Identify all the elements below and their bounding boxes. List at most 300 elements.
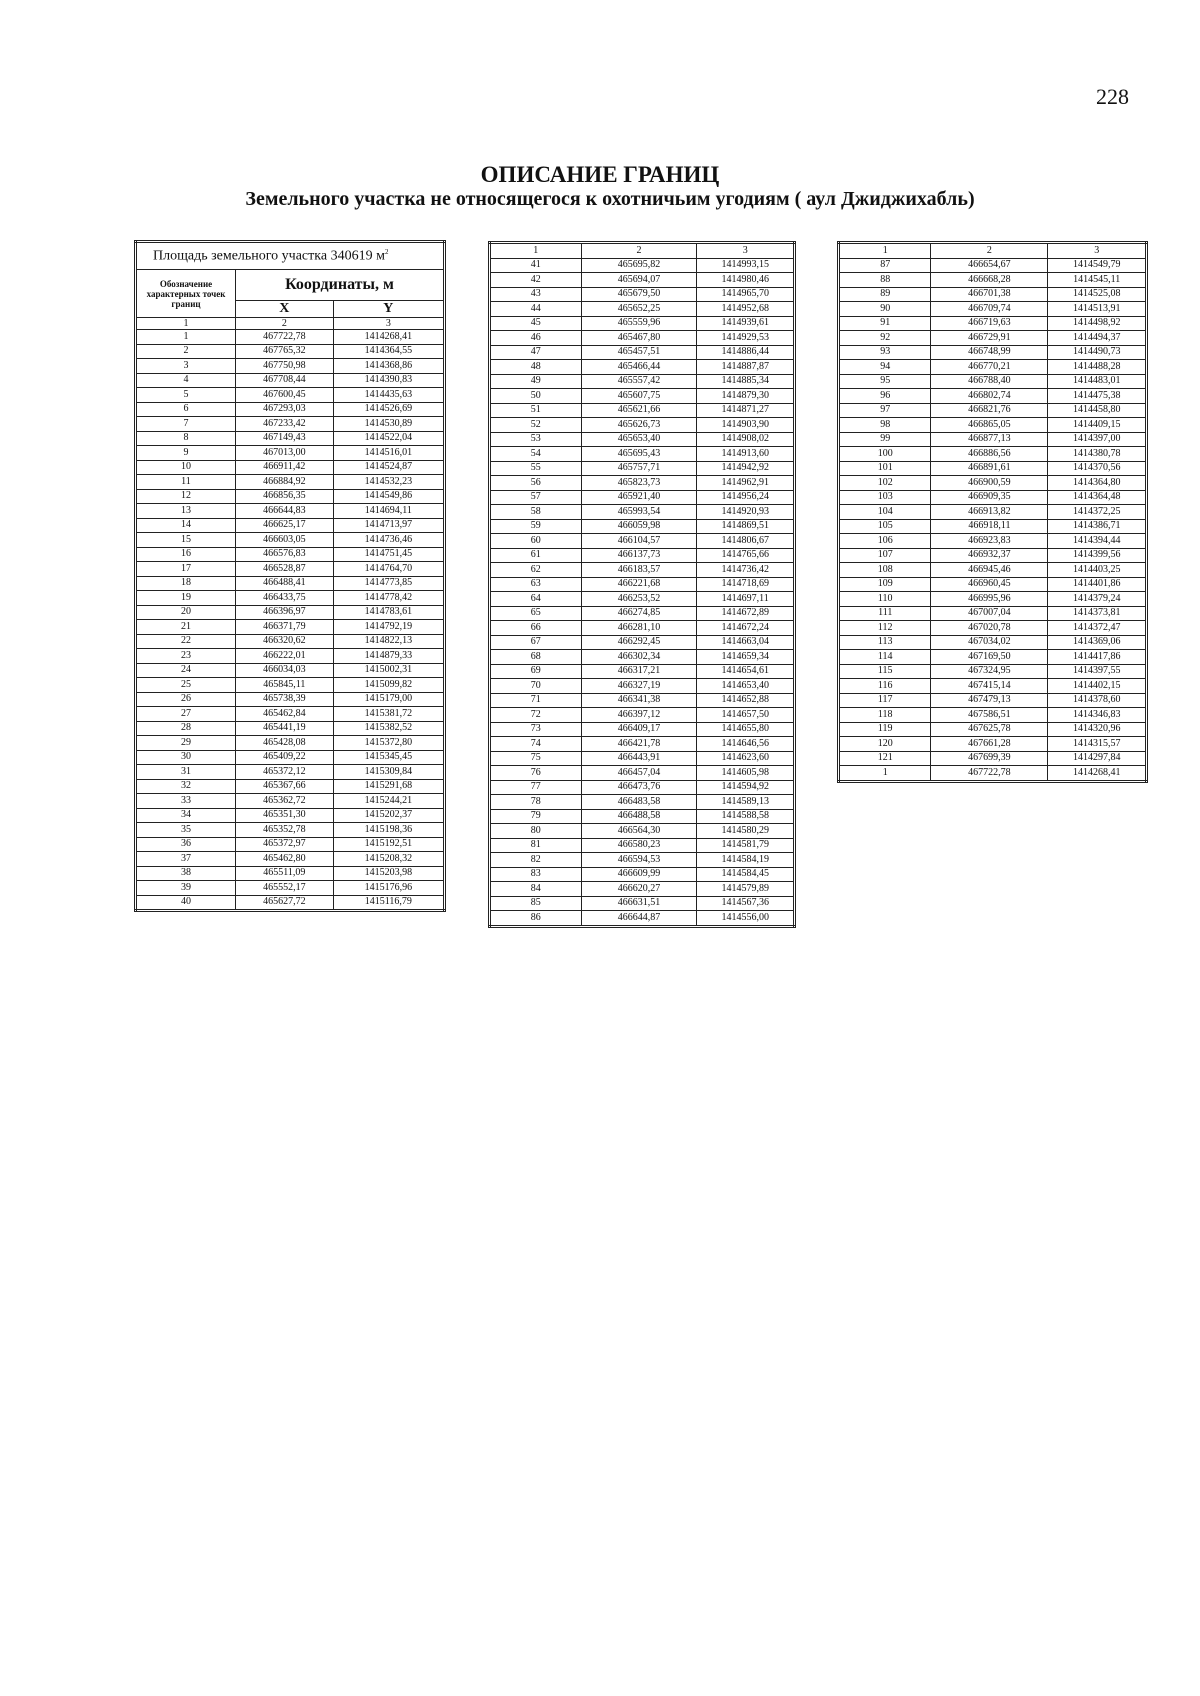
x-coordinate-cell: 465695,82	[581, 258, 697, 273]
point-number-cell: 108	[839, 563, 931, 578]
point-number-cell: 21	[136, 620, 236, 635]
y-coordinate-cell: 1414697,11	[697, 592, 795, 607]
x-coordinate-cell: 466528,87	[236, 562, 334, 577]
y-coordinate-cell: 1414372,25	[1048, 505, 1147, 520]
point-number-cell: 68	[490, 650, 582, 665]
point-number-cell: 83	[490, 867, 582, 882]
x-coordinate-cell: 466913,82	[931, 505, 1048, 520]
y-coordinate-cell: 1414435,63	[333, 388, 444, 403]
y-coordinate-cell: 1415372,80	[333, 736, 444, 751]
x-coordinate-cell: 466576,83	[236, 547, 334, 562]
point-number-cell: 8	[136, 431, 236, 446]
y-coordinate-cell: 1414886,44	[697, 345, 795, 360]
point-number-cell: 119	[839, 722, 931, 737]
x-coordinate-cell: 466253,52	[581, 592, 697, 607]
point-number-cell: 95	[839, 374, 931, 389]
point-number-cell: 49	[490, 374, 582, 389]
y-coordinate-cell: 1414939,61	[697, 316, 795, 331]
y-coordinate-cell: 1414549,79	[1048, 258, 1147, 273]
y-coordinate-cell: 1414522,04	[333, 431, 444, 446]
x-coordinate-cell: 466644,83	[236, 504, 334, 519]
y-coordinate-cell: 1415192,51	[333, 837, 444, 852]
y-coordinate-cell: 1415382,52	[333, 721, 444, 736]
y-coordinate-cell: 1415176,96	[333, 881, 444, 896]
x-coordinate-cell: 466960,45	[931, 577, 1048, 592]
y-coordinate-cell: 1414526,69	[333, 402, 444, 417]
point-number-cell: 38	[136, 866, 236, 881]
point-number-cell: 43	[490, 287, 582, 302]
y-coordinate-cell: 1414498,92	[1048, 316, 1147, 331]
point-number-cell: 112	[839, 621, 931, 636]
point-number-cell: 74	[490, 737, 582, 752]
x-coordinate-cell: 465467,80	[581, 331, 697, 346]
point-number-cell: 52	[490, 418, 582, 433]
table-row	[839, 389, 1147, 404]
point-number-cell: 63	[490, 577, 582, 592]
y-coordinate-cell: 1414320,96	[1048, 722, 1147, 737]
x-coordinate-cell: 465626,73	[581, 418, 697, 433]
point-number-cell: 34	[136, 808, 236, 823]
x-coordinate-cell: 467661,28	[931, 737, 1048, 752]
point-number-cell: 109	[839, 577, 931, 592]
point-number-cell: 105	[839, 519, 931, 534]
point-number-cell: 31	[136, 765, 236, 780]
y-coordinate-cell: 1414869,51	[697, 519, 795, 534]
point-number-cell: 79	[490, 809, 582, 824]
y-coordinate-cell: 1414402,15	[1048, 679, 1147, 694]
x-coordinate-cell: 466625,17	[236, 518, 334, 533]
table-row	[136, 707, 445, 722]
y-coordinate-cell: 1414397,00	[1048, 432, 1147, 447]
y-coordinate-cell: 1414993,15	[697, 258, 795, 273]
table-row	[136, 518, 445, 533]
table-row	[490, 476, 795, 491]
point-number-cell: 101	[839, 461, 931, 476]
x-coordinate-cell: 465738,39	[236, 692, 334, 707]
point-number-cell: 47	[490, 345, 582, 360]
x-coordinate-cell: 466034,03	[236, 663, 334, 678]
table-row	[839, 461, 1147, 476]
x-coordinate-cell: 465652,25	[581, 302, 697, 317]
point-number-cell: 57	[490, 490, 582, 505]
x-coordinate-cell: 466729,91	[931, 331, 1048, 346]
point-number-cell: 45	[490, 316, 582, 331]
y-coordinate-cell: 1414765,66	[697, 548, 795, 563]
x-coordinate-cell: 465457,51	[581, 345, 697, 360]
point-number-cell: 99	[839, 432, 931, 447]
y-coordinate-cell: 1414594,92	[697, 780, 795, 795]
x-coordinate-cell: 467149,43	[236, 431, 334, 446]
table-row	[490, 360, 795, 375]
boundary-table-3	[837, 241, 1148, 783]
table-row	[136, 504, 445, 519]
table-row	[839, 534, 1147, 549]
y-coordinate-cell: 1414659,34	[697, 650, 795, 665]
y-coordinate-cell: 1414364,80	[1048, 476, 1147, 491]
table-row	[490, 389, 795, 404]
table-row	[490, 824, 795, 839]
table-row	[136, 460, 445, 475]
col-number: 1	[136, 318, 236, 330]
point-number-cell: 40	[136, 895, 236, 911]
y-coordinate-cell: 1414942,92	[697, 461, 795, 476]
y-coordinate-cell: 1414380,78	[1048, 447, 1147, 462]
point-number-cell: 110	[839, 592, 931, 607]
y-coordinate-cell: 1414654,61	[697, 664, 795, 679]
table-row	[839, 258, 1147, 273]
point-number-cell: 11	[136, 475, 236, 490]
x-coordinate-cell: 466483,58	[581, 795, 697, 810]
table-row	[839, 635, 1147, 650]
y-coordinate-cell: 1414390,83	[333, 373, 444, 388]
table-row	[490, 273, 795, 288]
y-coordinate-cell: 1414346,83	[1048, 708, 1147, 723]
y-coordinate-cell: 1414913,60	[697, 447, 795, 462]
point-number-cell: 116	[839, 679, 931, 694]
x-coordinate-cell: 467169,50	[931, 650, 1048, 665]
point-number-cell: 48	[490, 360, 582, 375]
point-number-cell: 87	[839, 258, 931, 273]
y-coordinate-cell: 1414513,91	[1048, 302, 1147, 317]
table-row	[490, 432, 795, 447]
y-coordinate-cell: 1415202,37	[333, 808, 444, 823]
x-coordinate-cell: 465993,54	[581, 505, 697, 520]
point-number-cell: 33	[136, 794, 236, 809]
y-coordinate-cell: 1414887,87	[697, 360, 795, 375]
point-number-cell: 64	[490, 592, 582, 607]
x-coordinate-cell: 465372,12	[236, 765, 334, 780]
point-number-cell: 46	[490, 331, 582, 346]
x-coordinate-cell: 466770,21	[931, 360, 1048, 375]
x-coordinate-cell: 466918,11	[931, 519, 1048, 534]
table-row	[839, 606, 1147, 621]
table-row	[490, 809, 795, 824]
table-row	[490, 345, 795, 360]
point-number-cell: 12	[136, 489, 236, 504]
table-row	[136, 823, 445, 838]
point-number-cell: 93	[839, 345, 931, 360]
y-coordinate-cell: 1414516,01	[333, 446, 444, 461]
table-row	[490, 867, 795, 882]
point-number-cell: 97	[839, 403, 931, 418]
col-number: 2	[931, 243, 1048, 259]
area-label: Площадь земельного участка 340619 м	[153, 248, 385, 264]
x-coordinate-cell: 465823,73	[581, 476, 697, 491]
y-coordinate-cell: 1415099,82	[333, 678, 444, 693]
y-coordinate-cell: 1414952,68	[697, 302, 795, 317]
point-number-cell: 20	[136, 605, 236, 620]
x-coordinate-cell: 467324,95	[931, 664, 1048, 679]
y-coordinate-cell: 1414783,61	[333, 605, 444, 620]
x-coordinate-cell: 465511,09	[236, 866, 334, 881]
y-coordinate-cell: 1414655,80	[697, 722, 795, 737]
point-number-cell: 1	[839, 766, 931, 782]
y-coordinate-cell: 1415244,21	[333, 794, 444, 809]
y-coordinate-cell: 1414394,44	[1048, 534, 1147, 549]
x-header: X	[236, 301, 334, 318]
x-coordinate-cell: 466865,05	[931, 418, 1048, 433]
y-coordinate-cell: 1414364,55	[333, 344, 444, 359]
x-coordinate-cell: 466821,76	[931, 403, 1048, 418]
x-coordinate-cell: 466327,19	[581, 679, 697, 694]
table-row	[490, 316, 795, 331]
point-number-cell: 41	[490, 258, 582, 273]
x-coordinate-cell: 466856,35	[236, 489, 334, 504]
x-coordinate-cell: 466274,85	[581, 606, 697, 621]
x-coordinate-cell: 467020,78	[931, 621, 1048, 636]
y-coordinate-cell: 1414458,80	[1048, 403, 1147, 418]
x-coordinate-cell: 465352,78	[236, 823, 334, 838]
y-coordinate-cell: 1414524,87	[333, 460, 444, 475]
table-row	[839, 403, 1147, 418]
point-number-cell: 14	[136, 518, 236, 533]
x-coordinate-cell: 466909,35	[931, 490, 1048, 505]
x-coordinate-cell: 465367,66	[236, 779, 334, 794]
x-coordinate-cell: 466668,28	[931, 273, 1048, 288]
point-number-cell: 54	[490, 447, 582, 462]
x-coordinate-cell: 467586,51	[931, 708, 1048, 723]
point-number-cell: 23	[136, 649, 236, 664]
point-number-cell: 76	[490, 766, 582, 781]
point-number-cell: 55	[490, 461, 582, 476]
y-coordinate-cell: 1414663,04	[697, 635, 795, 650]
x-coordinate-cell: 466654,67	[931, 258, 1048, 273]
y-coordinate-cell: 1414672,89	[697, 606, 795, 621]
x-coordinate-cell: 465466,44	[581, 360, 697, 375]
table-row	[136, 446, 445, 461]
point-number-cell: 85	[490, 896, 582, 911]
table-row	[839, 664, 1147, 679]
x-coordinate-cell: 466396,97	[236, 605, 334, 620]
x-coordinate-cell: 465428,08	[236, 736, 334, 751]
x-coordinate-cell: 466443,91	[581, 751, 697, 766]
point-number-cell: 121	[839, 751, 931, 766]
point-number-cell: 42	[490, 273, 582, 288]
y-coordinate-cell: 1414736,46	[333, 533, 444, 548]
y-coordinate-cell: 1414268,41	[1048, 766, 1147, 782]
x-coordinate-cell: 465462,80	[236, 852, 334, 867]
table-row	[490, 302, 795, 317]
x-coordinate-cell: 466104,57	[581, 534, 697, 549]
point-number-cell: 18	[136, 576, 236, 591]
table-row	[839, 287, 1147, 302]
table-row	[490, 795, 795, 810]
y-coordinate-cell: 1414556,00	[697, 911, 795, 927]
table-row	[490, 534, 795, 549]
point-number-cell: 84	[490, 882, 582, 897]
y-coordinate-cell: 1414483,01	[1048, 374, 1147, 389]
x-coordinate-cell: 466788,40	[931, 374, 1048, 389]
point-number-cell: 35	[136, 823, 236, 838]
table-row	[490, 461, 795, 476]
point-number-cell: 106	[839, 534, 931, 549]
y-coordinate-cell: 1414584,19	[697, 853, 795, 868]
x-coordinate-cell: 466281,10	[581, 621, 697, 636]
table-row	[490, 766, 795, 781]
table-row	[490, 780, 795, 795]
y-coordinate-cell: 1414764,70	[333, 562, 444, 577]
x-coordinate-cell: 465845,11	[236, 678, 334, 693]
x-coordinate-cell: 466911,42	[236, 460, 334, 475]
table-row	[490, 592, 795, 607]
point-number-cell: 56	[490, 476, 582, 491]
y-coordinate-cell: 1414369,06	[1048, 635, 1147, 650]
table-row	[136, 895, 445, 911]
table-row	[839, 302, 1147, 317]
point-number-cell: 91	[839, 316, 931, 331]
point-number-cell: 30	[136, 750, 236, 765]
boundary-table-2	[488, 241, 796, 928]
point-number-cell: 51	[490, 403, 582, 418]
point-number-cell: 26	[136, 692, 236, 707]
col-number: 1	[490, 243, 582, 259]
table-row	[490, 606, 795, 621]
y-coordinate-cell: 1414403,25	[1048, 563, 1147, 578]
point-number-cell: 69	[490, 664, 582, 679]
point-number-cell: 65	[490, 606, 582, 621]
y-coordinate-cell: 1414929,53	[697, 331, 795, 346]
table-row	[136, 721, 445, 736]
y-coordinate-cell: 1414401,86	[1048, 577, 1147, 592]
table-row	[136, 765, 445, 780]
point-number-cell: 117	[839, 693, 931, 708]
table-row	[490, 737, 795, 752]
y-coordinate-cell: 1415198,36	[333, 823, 444, 838]
x-coordinate-cell: 465607,75	[581, 389, 697, 404]
table-row	[839, 316, 1147, 331]
table-row	[490, 258, 795, 273]
y-coordinate-cell: 1414980,46	[697, 273, 795, 288]
point-number-cell: 6	[136, 402, 236, 417]
x-coordinate-cell: 466886,56	[931, 447, 1048, 462]
x-coordinate-cell: 465679,50	[581, 287, 697, 302]
x-coordinate-cell: 467722,78	[931, 766, 1048, 782]
y-coordinate-cell: 1414652,88	[697, 693, 795, 708]
y-coordinate-cell: 1414653,40	[697, 679, 795, 694]
table-row	[136, 591, 445, 606]
table-row	[136, 692, 445, 707]
table-row	[839, 751, 1147, 766]
x-coordinate-cell: 466802,74	[931, 389, 1048, 404]
table-row	[136, 663, 445, 678]
point-number-cell: 10	[136, 460, 236, 475]
col-number: 3	[697, 243, 795, 259]
point-number-cell: 89	[839, 287, 931, 302]
table-row	[490, 911, 795, 927]
table-row	[490, 548, 795, 563]
x-coordinate-cell: 466433,75	[236, 591, 334, 606]
point-number-cell: 114	[839, 650, 931, 665]
table-row	[136, 794, 445, 809]
x-coordinate-cell: 466877,13	[931, 432, 1048, 447]
y-coordinate-cell: 1414822,13	[333, 634, 444, 649]
table-row	[136, 388, 445, 403]
x-coordinate-cell: 465757,71	[581, 461, 697, 476]
table-row	[490, 679, 795, 694]
document-title: ОПИСАНИЕ ГРАНИЦ	[480, 162, 720, 187]
point-number-cell: 27	[136, 707, 236, 722]
point-number-cell: 120	[839, 737, 931, 752]
table-row	[136, 852, 445, 867]
y-coordinate-cell: 1414532,23	[333, 475, 444, 490]
table-row	[136, 620, 445, 635]
x-coordinate-cell: 466891,61	[931, 461, 1048, 476]
x-coordinate-cell: 465362,72	[236, 794, 334, 809]
table-row	[839, 548, 1147, 563]
table-row	[136, 562, 445, 577]
x-coordinate-cell: 466409,17	[581, 722, 697, 737]
y-coordinate-cell: 1414903,90	[697, 418, 795, 433]
x-coordinate-cell: 466995,96	[931, 592, 1048, 607]
table-row	[136, 330, 445, 345]
x-coordinate-cell: 466603,05	[236, 533, 334, 548]
point-number-cell: 24	[136, 663, 236, 678]
point-number-cell: 22	[136, 634, 236, 649]
col-number: 3	[333, 318, 444, 330]
table-row	[490, 621, 795, 636]
x-coordinate-cell: 466059,98	[581, 519, 697, 534]
y-coordinate-cell: 1415179,00	[333, 692, 444, 707]
point-number-cell: 80	[490, 824, 582, 839]
point-number-cell: 36	[136, 837, 236, 852]
point-number-cell: 19	[136, 591, 236, 606]
point-number-cell: 28	[136, 721, 236, 736]
table-row	[136, 678, 445, 693]
table-row	[136, 750, 445, 765]
table-row	[839, 476, 1147, 491]
table-row	[136, 605, 445, 620]
y-coordinate-cell: 1414364,48	[1048, 490, 1147, 505]
table-row	[136, 402, 445, 417]
x-coordinate-cell: 467034,02	[931, 635, 1048, 650]
table-row	[136, 359, 445, 374]
table-row	[490, 751, 795, 766]
x-coordinate-cell: 465921,40	[581, 490, 697, 505]
x-coordinate-cell: 465653,40	[581, 432, 697, 447]
y-coordinate-cell: 1414494,37	[1048, 331, 1147, 346]
point-number-cell: 37	[136, 852, 236, 867]
x-coordinate-cell: 467625,78	[931, 722, 1048, 737]
y-coordinate-cell: 1414545,11	[1048, 273, 1147, 288]
x-coordinate-cell: 467765,32	[236, 344, 334, 359]
y-coordinate-cell: 1414965,70	[697, 287, 795, 302]
table-row	[839, 447, 1147, 462]
x-coordinate-cell: 466222,01	[236, 649, 334, 664]
x-coordinate-cell: 466932,37	[931, 548, 1048, 563]
y-coordinate-cell: 1414657,50	[697, 708, 795, 723]
y-coordinate-cell: 1414567,36	[697, 896, 795, 911]
table-row	[136, 837, 445, 852]
point-number-cell: 73	[490, 722, 582, 737]
y-coordinate-cell: 1414373,81	[1048, 606, 1147, 621]
point-number-cell: 92	[839, 331, 931, 346]
point-number-cell: 13	[136, 504, 236, 519]
x-coordinate-cell: 467708,44	[236, 373, 334, 388]
point-number-cell: 70	[490, 679, 582, 694]
x-coordinate-cell: 466620,27	[581, 882, 697, 897]
point-number-cell: 7	[136, 417, 236, 432]
table-row	[839, 374, 1147, 389]
table-row	[136, 779, 445, 794]
area-cell	[136, 242, 445, 270]
table-row	[136, 634, 445, 649]
y-coordinate-cell: 1414368,86	[333, 359, 444, 374]
x-coordinate-cell: 467293,03	[236, 402, 334, 417]
x-coordinate-cell: 466884,92	[236, 475, 334, 490]
y-coordinate-cell: 1414588,58	[697, 809, 795, 824]
x-coordinate-cell: 467699,39	[931, 751, 1048, 766]
y-coordinate-cell: 1415002,31	[333, 663, 444, 678]
